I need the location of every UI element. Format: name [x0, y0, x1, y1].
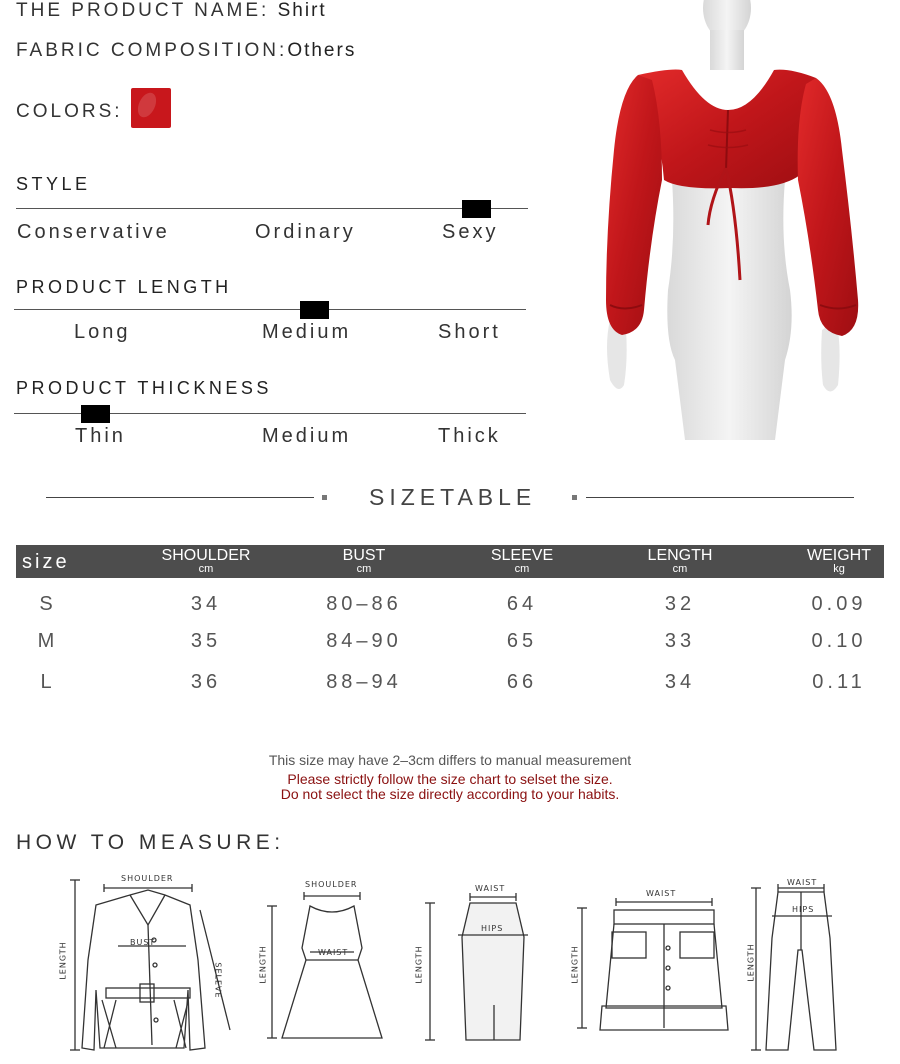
- shoulder-cell: 35: [190, 630, 222, 652]
- shorts-waist-label: WAIST: [646, 889, 677, 898]
- column-header-length: LENGTH cm: [647, 547, 713, 575]
- how-to-measure-title: HOW TO MEASURE:: [16, 831, 285, 854]
- sizetable-rule-left: [46, 497, 314, 498]
- thickness-slider-marker: [81, 405, 110, 423]
- size-table-header: [16, 545, 884, 578]
- measurement-note: This size may have 2–3cm differs to manual measurement: [268, 752, 632, 768]
- skirt-waist-label: WAIST: [475, 884, 506, 893]
- product-name-row: [16, 0, 327, 22]
- length-label-long: Long: [74, 321, 131, 343]
- skirt-length-label: LENGTH: [414, 945, 424, 984]
- style-label-ordinary: Ordinary: [255, 221, 356, 243]
- length-label-short: Short: [438, 321, 501, 343]
- pants-hips-label: HIPS: [792, 905, 815, 914]
- sleeve-cell: 64: [506, 593, 538, 615]
- dress-waist-label: WAIST: [318, 948, 349, 957]
- bust-cell: 80–86: [326, 593, 402, 615]
- style-title: STYLE: [16, 174, 91, 194]
- pants-waist-label: WAIST: [787, 878, 818, 887]
- thickness-label-thick: Thick: [438, 425, 501, 447]
- size-cell: M: [37, 630, 59, 652]
- product-name-label: THE PRODUCT NAME:: [16, 0, 270, 21]
- length-label-medium: Medium: [262, 321, 352, 343]
- sleeve-cell: 65: [506, 630, 538, 652]
- product-name-value: Shirt: [277, 0, 327, 21]
- shoulder-cell: 36: [190, 671, 222, 693]
- colors-label: COLORS:: [16, 101, 123, 122]
- thickness-label-thin: Thin: [75, 425, 126, 447]
- dress-measure-diagram: [262, 888, 392, 1048]
- bust-cell: 84–90: [326, 630, 402, 652]
- color-swatch-red[interactable]: [131, 88, 171, 128]
- thickness-title: PRODUCT THICKNESS: [16, 378, 272, 398]
- jacket-bust-label: BUST: [130, 938, 156, 947]
- weight-cell: 0.10: [811, 630, 867, 652]
- style-label-sexy: Sexy: [442, 221, 499, 243]
- column-header-sleeve: SLEEVE cm: [490, 547, 554, 575]
- fabric-composition-row: [16, 40, 356, 62]
- length-slider-track: [14, 309, 526, 310]
- sleeve-cell: 66: [506, 671, 538, 693]
- style-slider-marker: [462, 200, 491, 218]
- sizetable-rule-right: [586, 497, 854, 498]
- weight-cell: 0.09: [811, 593, 867, 615]
- bust-cell: 88–94: [326, 671, 402, 693]
- shorts-measure-diagram: [572, 888, 747, 1038]
- fabric-label: FABRIC COMPOSITION:: [16, 40, 288, 61]
- size-cell: L: [40, 671, 56, 693]
- jacket-length-label: LENGTH: [58, 941, 68, 980]
- sizetable-title: SIZETABLE: [369, 484, 537, 510]
- column-header-weight: WEIGHT kg: [807, 547, 871, 575]
- length-slider-marker: [300, 301, 329, 319]
- column-header-shoulder: SHOULDER cm: [161, 547, 251, 575]
- style-label-conservative: Conservative: [17, 221, 170, 243]
- product-photo: [580, 0, 880, 445]
- weight-cell: 0.11: [812, 671, 866, 693]
- jacket-sleeve-label: SELEVE: [213, 962, 223, 999]
- size-warning-2: Do not select the size directly according to your habits.: [280, 786, 620, 802]
- skirt-measure-diagram: [420, 885, 540, 1050]
- size-column-header: size: [22, 551, 70, 573]
- column-header-bust: BUST cm: [342, 547, 386, 575]
- length-cell: 32: [664, 593, 696, 615]
- sizetable-dot-right: [572, 495, 577, 500]
- thickness-label-medium: Medium: [262, 425, 352, 447]
- dress-shoulder-label: SHOULDER: [305, 880, 358, 889]
- length-title: PRODUCT LENGTH: [16, 277, 232, 297]
- style-slider-track: [16, 208, 528, 209]
- shoulder-cell: 34: [190, 593, 222, 615]
- jacket-shoulder-label: SHOULDER: [121, 874, 174, 883]
- size-cell: S: [39, 593, 57, 615]
- size-warning-1: Please strictly follow the size chart to selset the size.: [287, 771, 613, 787]
- sizetable-dot-left: [322, 495, 327, 500]
- skirt-hips-label: HIPS: [481, 924, 504, 933]
- length-cell: 34: [664, 671, 696, 693]
- dress-length-label: LENGTH: [258, 945, 268, 984]
- shorts-length-label: LENGTH: [570, 945, 580, 984]
- pants-length-label: LENGTH: [746, 943, 756, 982]
- fabric-value: Others: [287, 40, 357, 61]
- length-cell: 33: [664, 630, 696, 652]
